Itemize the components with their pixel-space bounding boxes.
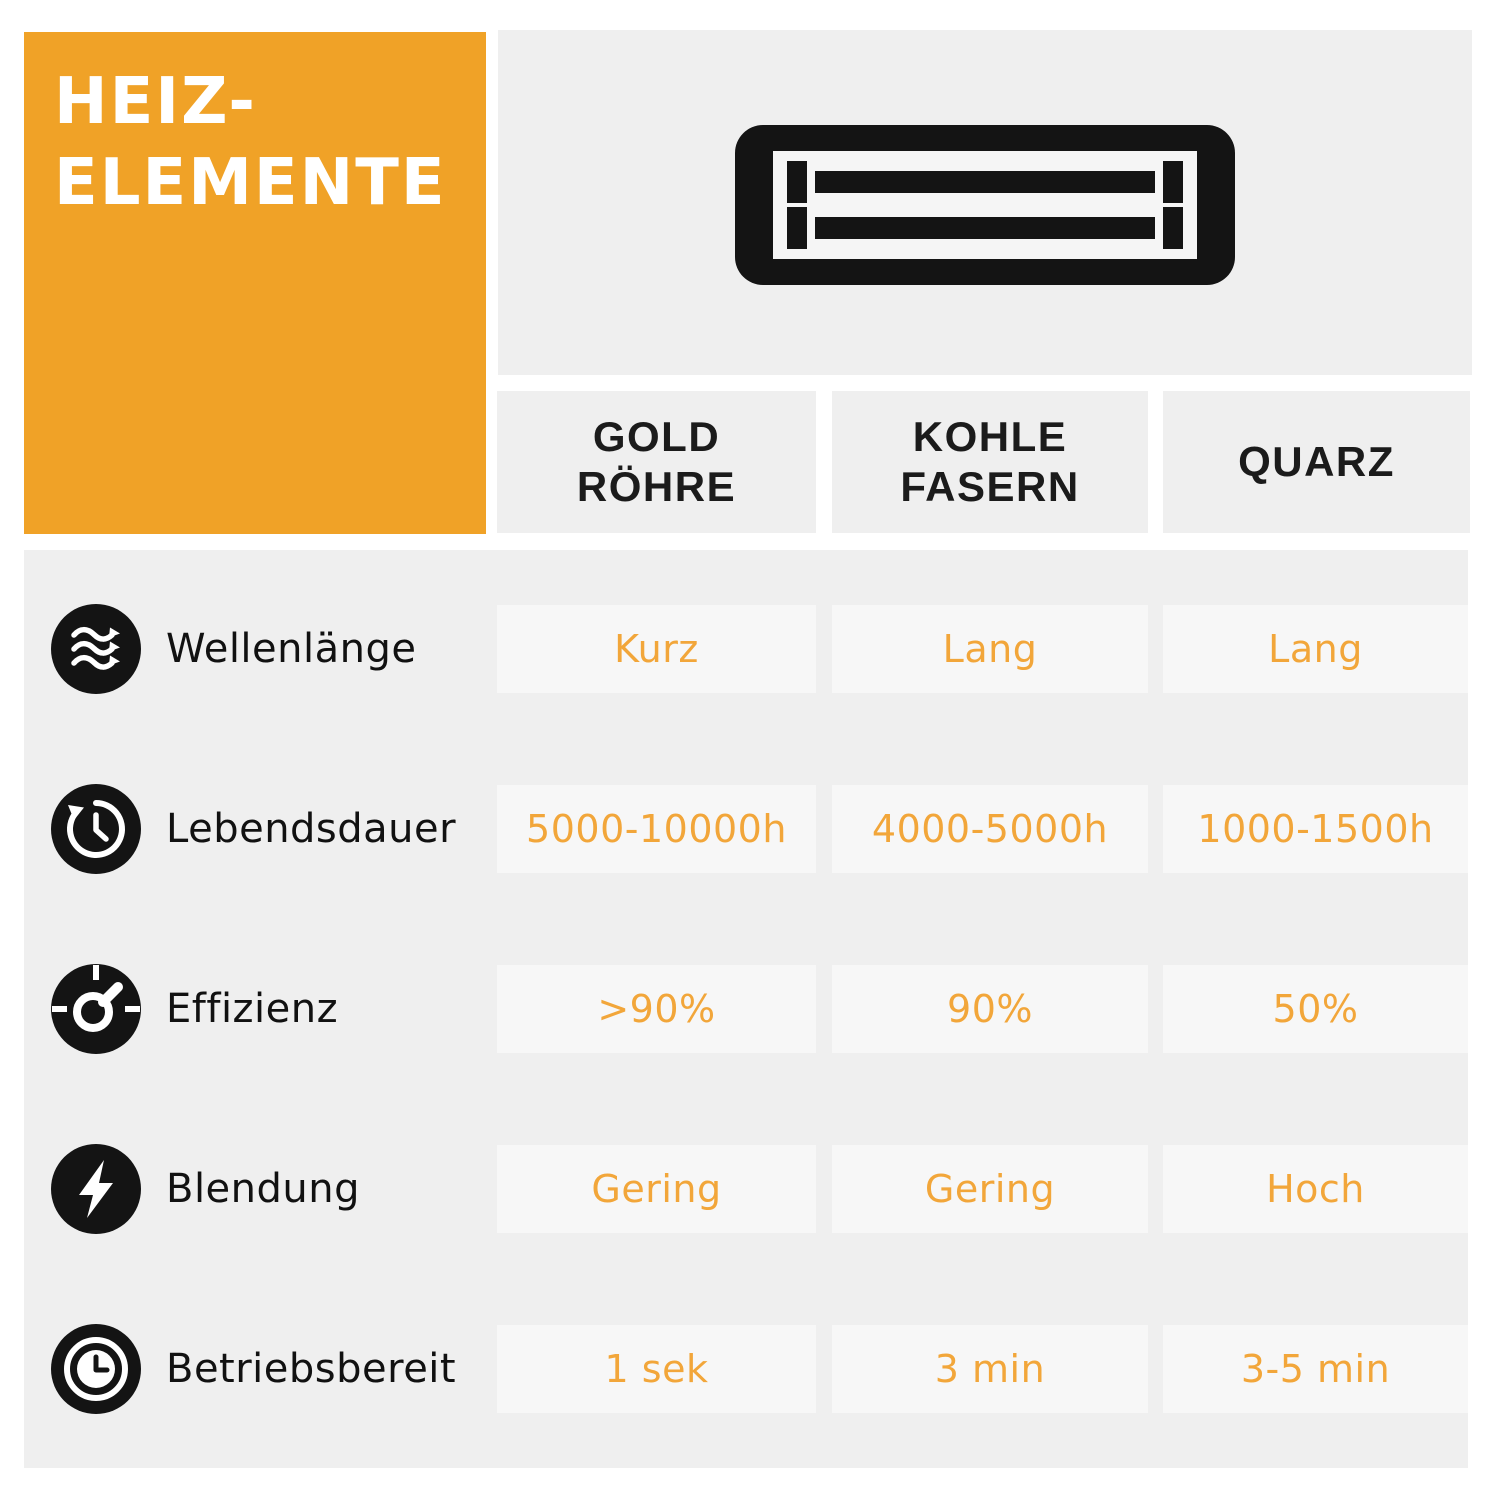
column-header-line1: GOLD <box>592 413 721 461</box>
value-betriebsbereit-quarz: 3-5 min <box>1163 1325 1468 1413</box>
hero-panel <box>498 30 1472 375</box>
page-title-line1: HEIZ- <box>54 65 257 139</box>
column-header-quarz <box>1163 391 1470 533</box>
value-lebendsdauer-gold: 5000-10000h <box>497 785 816 873</box>
value-lebendsdauer-kohle: 4000-5000h <box>832 785 1148 873</box>
row-label: Betriebsbereit <box>166 1346 457 1392</box>
value-effizienz-gold: >90% <box>497 965 816 1053</box>
value-effizienz-quarz: 50% <box>1163 965 1468 1053</box>
history-icon <box>51 784 141 874</box>
clock-icon <box>51 1324 141 1414</box>
row-label: Wellenlänge <box>166 626 417 672</box>
page-title-line2: ELEMENTE <box>54 145 447 220</box>
table-row-lebendsdauer <box>24 785 1468 873</box>
column-header-line2: RÖHRE <box>576 463 737 510</box>
value-effizienz-kohle: 90% <box>832 965 1148 1053</box>
gauge-icon <box>51 964 141 1054</box>
bolt-icon <box>51 1144 141 1234</box>
value-blendung-kohle: Gering <box>832 1145 1148 1233</box>
row-label: Lebendsdauer <box>166 806 457 852</box>
title-block <box>24 32 486 534</box>
table-row-betriebsbereit <box>24 1325 1468 1413</box>
value-lebendsdauer-quarz: 1000-1500h <box>1163 785 1468 873</box>
column-header-line1: KOHLE <box>912 413 1068 461</box>
comparison-table <box>24 550 1468 1468</box>
value-blendung-quarz: Hoch <box>1163 1145 1468 1233</box>
waves-icon <box>51 604 141 694</box>
page-title <box>54 62 447 223</box>
column-header-kohle-fasern <box>832 391 1148 533</box>
column-header-gold-roehre <box>497 391 816 533</box>
value-wellenlaenge-kohle: Lang <box>832 605 1148 693</box>
table-row-wellenlaenge <box>24 605 1468 693</box>
column-header-line2: FASERN <box>900 463 1080 510</box>
infrared-heater-icon <box>735 125 1235 285</box>
value-betriebsbereit-kohle: 3 min <box>832 1325 1148 1413</box>
value-blendung-gold: Gering <box>497 1145 816 1233</box>
table-row-effizienz <box>24 965 1468 1053</box>
column-header-line1: QUARZ <box>1238 438 1395 486</box>
table-row-blendung <box>24 1145 1468 1233</box>
value-wellenlaenge-quarz: Lang <box>1163 605 1468 693</box>
row-label: Effizienz <box>166 986 339 1032</box>
value-wellenlaenge-gold: Kurz <box>497 605 816 693</box>
row-label: Blendung <box>166 1166 360 1212</box>
value-betriebsbereit-gold: 1 sek <box>497 1325 816 1413</box>
